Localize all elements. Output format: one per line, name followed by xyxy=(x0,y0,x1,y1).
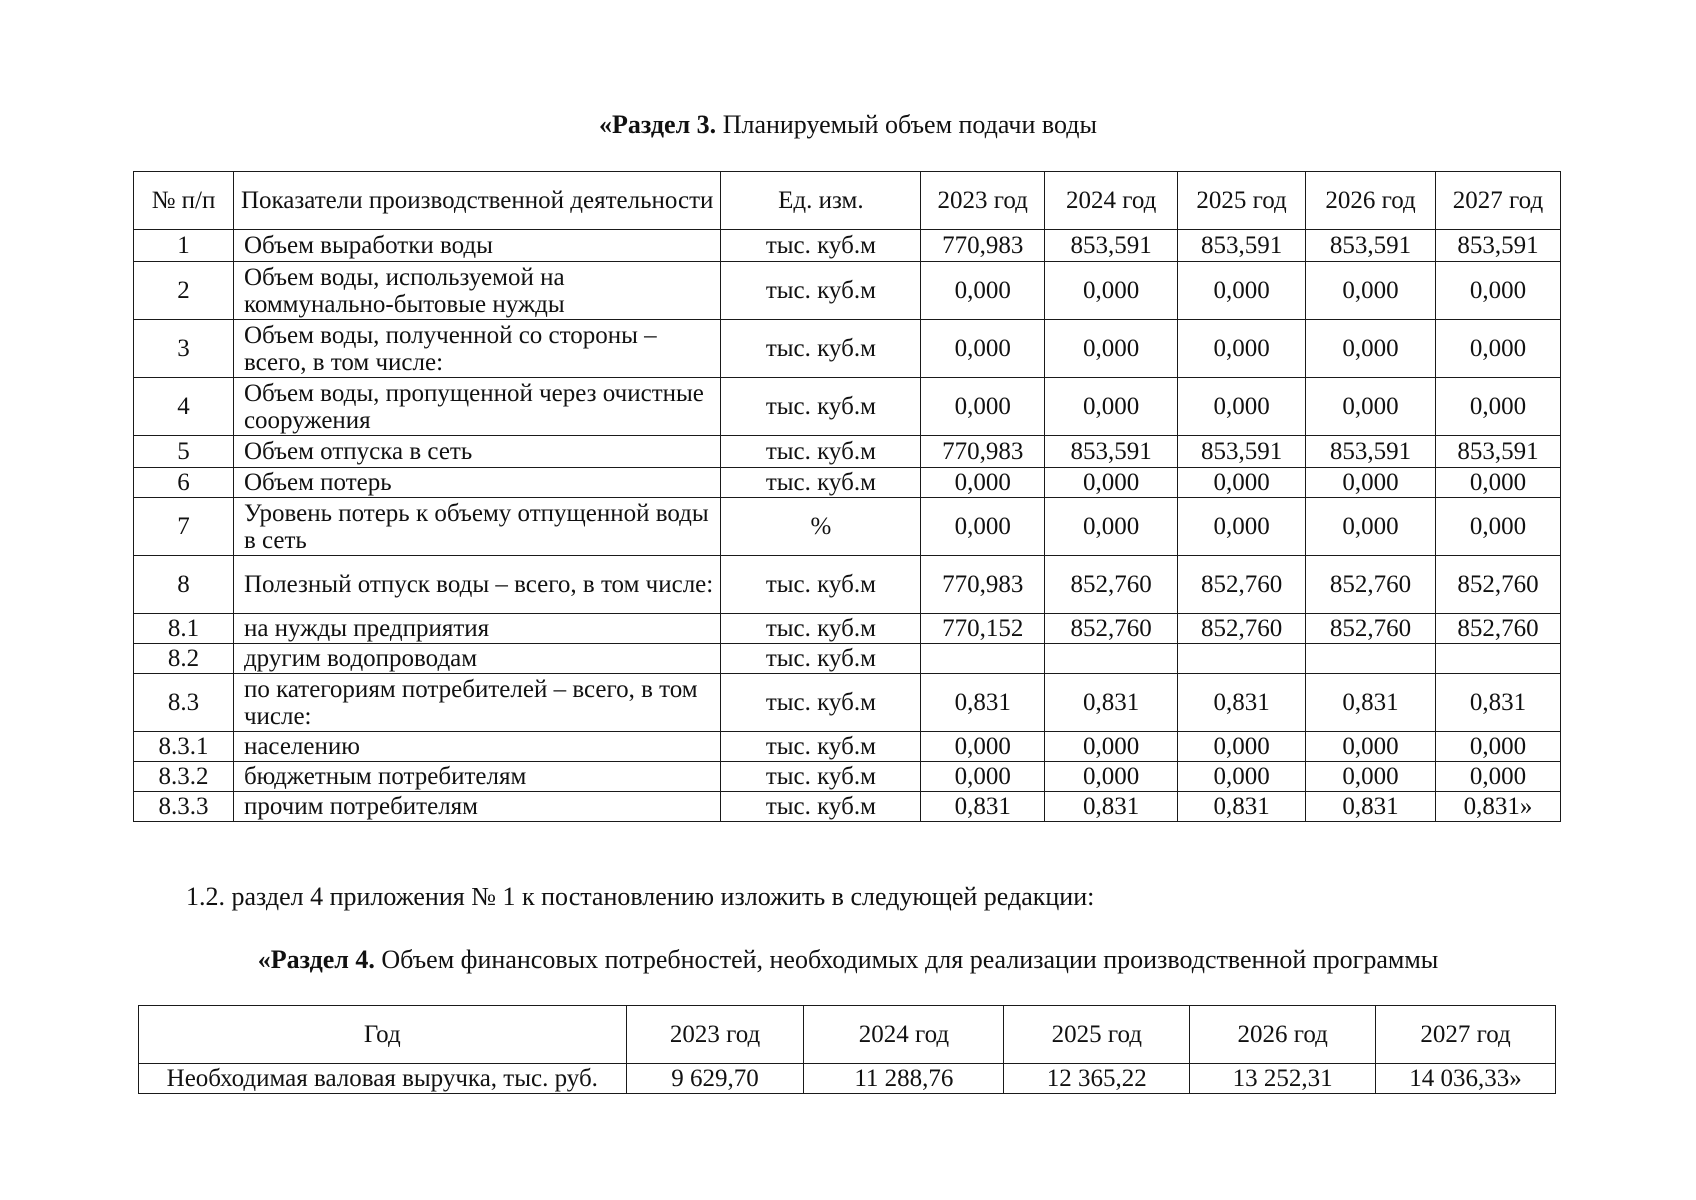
header-2024: 2024 год xyxy=(804,1006,1004,1064)
cell-2027: 852,760 xyxy=(1435,614,1560,644)
header-2026: 2026 год xyxy=(1306,172,1436,230)
table-row xyxy=(134,436,1561,468)
cell-2024: 0,831 xyxy=(1045,674,1178,732)
table-row xyxy=(134,732,1561,762)
table-row xyxy=(134,614,1561,644)
row-number: 6 xyxy=(134,468,234,498)
cell-2023: 770,983 xyxy=(921,230,1045,262)
row-number: 5 xyxy=(134,436,234,468)
row-number: 8 xyxy=(134,556,234,614)
row-unit: тыс. куб.м xyxy=(721,792,921,822)
row-number: 1 xyxy=(134,230,234,262)
cell-2027 xyxy=(1435,644,1560,674)
cell-2027: 0,000 xyxy=(1435,762,1560,792)
cell-2024: 11 288,76 xyxy=(804,1064,1004,1094)
cell-2023: 0,831 xyxy=(921,674,1045,732)
cell-2025: 853,591 xyxy=(1178,436,1306,468)
table-row xyxy=(134,674,1561,732)
table-row xyxy=(139,1064,1556,1094)
row-indicator: прочим потребителям xyxy=(233,792,721,822)
cell-2027: 0,000 xyxy=(1435,320,1560,378)
cell-2025: 0,000 xyxy=(1178,468,1306,498)
cell-2023: 0,000 xyxy=(921,262,1045,320)
cell-2025: 0,831 xyxy=(1178,792,1306,822)
cell-2026: 0,000 xyxy=(1306,498,1436,556)
water-supply-table xyxy=(133,171,1561,822)
cell-2024: 853,591 xyxy=(1045,436,1178,468)
table-row xyxy=(134,762,1561,792)
cell-2025: 0,000 xyxy=(1178,320,1306,378)
row-number: 8.2 xyxy=(134,644,234,674)
cell-2026: 0,000 xyxy=(1306,320,1436,378)
cell-2023: 0,000 xyxy=(921,498,1045,556)
header-num: № п/п xyxy=(134,172,234,230)
cell-2026: 0,831 xyxy=(1306,674,1436,732)
row-unit: тыс. куб.м xyxy=(721,762,921,792)
cell-2027: 0,000 xyxy=(1435,378,1560,436)
cell-2027: 0,000 xyxy=(1435,262,1560,320)
table-row xyxy=(134,262,1561,320)
row-unit: тыс. куб.м xyxy=(721,732,921,762)
header-unit: Ед. изм. xyxy=(721,172,921,230)
row-number: 4 xyxy=(134,378,234,436)
cell-2023: 0,000 xyxy=(921,762,1045,792)
cell-2024: 0,000 xyxy=(1045,762,1178,792)
cell-2026: 0,000 xyxy=(1306,762,1436,792)
cell-2027: 853,591 xyxy=(1435,230,1560,262)
cell-2026: 0,831 xyxy=(1306,792,1436,822)
row-number: 8.3 xyxy=(134,674,234,732)
row-number: 8.3.2 xyxy=(134,762,234,792)
row-unit: % xyxy=(721,498,921,556)
row-indicator: Объем отпуска в сеть xyxy=(233,436,721,468)
row-unit: тыс. куб.м xyxy=(721,674,921,732)
table-row xyxy=(134,644,1561,674)
cell-2026: 0,000 xyxy=(1306,468,1436,498)
row-indicator: Объем потерь xyxy=(233,468,721,498)
section-4-title xyxy=(0,943,1696,977)
cell-2024: 0,000 xyxy=(1045,320,1178,378)
header-2027: 2027 год xyxy=(1435,172,1560,230)
cell-2024: 0,000 xyxy=(1045,378,1178,436)
cell-2024: 0,000 xyxy=(1045,262,1178,320)
row-unit: тыс. куб.м xyxy=(721,468,921,498)
table-row xyxy=(134,230,1561,262)
cell-2024: 0,000 xyxy=(1045,468,1178,498)
cell-2023 xyxy=(921,644,1045,674)
cell-2026: 0,000 xyxy=(1306,732,1436,762)
row-indicator: населению xyxy=(233,732,721,762)
cell-2025: 0,000 xyxy=(1178,262,1306,320)
header-2023: 2023 год xyxy=(626,1006,804,1064)
cell-2023: 0,831 xyxy=(921,792,1045,822)
header-2025: 2025 год xyxy=(1178,172,1306,230)
table-row xyxy=(134,468,1561,498)
cell-2027: 0,831 xyxy=(1435,674,1560,732)
row-unit: тыс. куб.м xyxy=(721,614,921,644)
cell-2025: 0,000 xyxy=(1178,762,1306,792)
row-unit: тыс. куб.м xyxy=(721,436,921,468)
cell-2026 xyxy=(1306,644,1436,674)
row-unit: тыс. куб.м xyxy=(721,230,921,262)
row-indicator: Уровень потерь к объему отпущенной воды в сеть xyxy=(233,498,721,556)
row-indicator: на нужды предприятия xyxy=(233,614,721,644)
table-header-row xyxy=(134,172,1561,230)
table-row xyxy=(134,378,1561,436)
row-unit: тыс. куб.м xyxy=(721,262,921,320)
cell-2024: 0,000 xyxy=(1045,498,1178,556)
cell-2023: 9 629,70 xyxy=(626,1064,804,1094)
row-number: 8.1 xyxy=(134,614,234,644)
table-row xyxy=(134,320,1561,378)
header-2025: 2025 год xyxy=(1004,1006,1190,1064)
cell-2025: 852,760 xyxy=(1178,556,1306,614)
table-row xyxy=(134,556,1561,614)
row-number: 7 xyxy=(134,498,234,556)
cell-2026: 0,000 xyxy=(1306,262,1436,320)
cell-2025: 853,591 xyxy=(1178,230,1306,262)
row-unit: тыс. куб.м xyxy=(721,378,921,436)
cell-2023: 770,983 xyxy=(921,556,1045,614)
row-indicator: Объем воды, используемой на коммунально-бытовые нужды xyxy=(233,262,721,320)
cell-2027: 0,000 xyxy=(1435,732,1560,762)
header-2023: 2023 год xyxy=(921,172,1045,230)
cell-2025: 0,831 xyxy=(1178,674,1306,732)
cell-2023: 770,983 xyxy=(921,436,1045,468)
cell-2023: 0,000 xyxy=(921,468,1045,498)
cell-2024: 852,760 xyxy=(1045,556,1178,614)
row-indicator: бюджетным потребителям xyxy=(233,762,721,792)
row-label: Необходимая валовая выручка, тыс. руб. xyxy=(139,1064,627,1094)
cell-2024: 0,831 xyxy=(1045,792,1178,822)
section-3-title-text: Планируемый объем подачи воды xyxy=(716,110,1097,139)
row-indicator: Объем воды, полученной со стороны – всего, в том числе: xyxy=(233,320,721,378)
cell-2025: 0,000 xyxy=(1178,378,1306,436)
cell-2025: 0,000 xyxy=(1178,732,1306,762)
cell-2025 xyxy=(1178,644,1306,674)
water-supply-table-body xyxy=(134,230,1561,822)
cell-2025: 852,760 xyxy=(1178,614,1306,644)
cell-2023: 0,000 xyxy=(921,378,1045,436)
cell-2024: 0,000 xyxy=(1045,732,1178,762)
header-2024: 2024 год xyxy=(1045,172,1178,230)
row-indicator: другим водопроводам xyxy=(233,644,721,674)
row-number: 8.3.3 xyxy=(134,792,234,822)
row-number: 2 xyxy=(134,262,234,320)
cell-2025: 0,000 xyxy=(1178,498,1306,556)
cell-2027: 14 036,33» xyxy=(1376,1064,1556,1094)
row-unit: тыс. куб.м xyxy=(721,320,921,378)
table-row xyxy=(134,498,1561,556)
cell-2026: 852,760 xyxy=(1306,556,1436,614)
header-year: Год xyxy=(139,1006,627,1064)
row-indicator: Объем выработки воды xyxy=(233,230,721,262)
cell-2023: 0,000 xyxy=(921,320,1045,378)
cell-2026: 13 252,31 xyxy=(1190,1064,1376,1094)
cell-2024: 852,760 xyxy=(1045,614,1178,644)
row-number: 8.3.1 xyxy=(134,732,234,762)
cell-2027: 852,760 xyxy=(1435,556,1560,614)
section-4-title-bold: «Раздел 4. xyxy=(257,945,375,974)
header-2026: 2026 год xyxy=(1190,1006,1376,1064)
table-row xyxy=(134,792,1561,822)
row-indicator: Объем воды, пропущенной через очистные сооружения xyxy=(233,378,721,436)
cell-2025: 12 365,22 xyxy=(1004,1064,1190,1094)
cell-2027: 0,831» xyxy=(1435,792,1560,822)
cell-2023: 770,152 xyxy=(921,614,1045,644)
cell-2027: 853,591 xyxy=(1435,436,1560,468)
cell-2026: 852,760 xyxy=(1306,614,1436,644)
section-3-title xyxy=(0,108,1696,142)
section-3-title-bold: «Раздел 3. xyxy=(599,110,717,139)
row-indicator: Полезный отпуск воды – всего, в том числе: xyxy=(233,556,721,614)
table-header-row xyxy=(139,1006,1556,1064)
cell-2024: 853,591 xyxy=(1045,230,1178,262)
header-indicator: Показатели производственной деятельности xyxy=(233,172,721,230)
cell-2026: 0,000 xyxy=(1306,378,1436,436)
cell-2027: 0,000 xyxy=(1435,498,1560,556)
row-indicator: по категориям потребителей – всего, в том числе: xyxy=(233,674,721,732)
cell-2026: 853,591 xyxy=(1306,436,1436,468)
financial-needs-table xyxy=(138,1005,1556,1094)
cell-2024 xyxy=(1045,644,1178,674)
row-unit: тыс. куб.м xyxy=(721,556,921,614)
cell-2023: 0,000 xyxy=(921,732,1045,762)
row-number: 3 xyxy=(134,320,234,378)
cell-2027: 0,000 xyxy=(1435,468,1560,498)
cell-2026: 853,591 xyxy=(1306,230,1436,262)
header-2027: 2027 год xyxy=(1376,1006,1556,1064)
amendment-paragraph: 1.2. раздел 4 приложения № 1 к постановлению изложить в следующей редакции: xyxy=(186,882,1095,911)
row-unit: тыс. куб.м xyxy=(721,644,921,674)
section-4-title-text: Объем финансовых потребностей, необходимых для реализации производственной программы xyxy=(374,945,1439,974)
